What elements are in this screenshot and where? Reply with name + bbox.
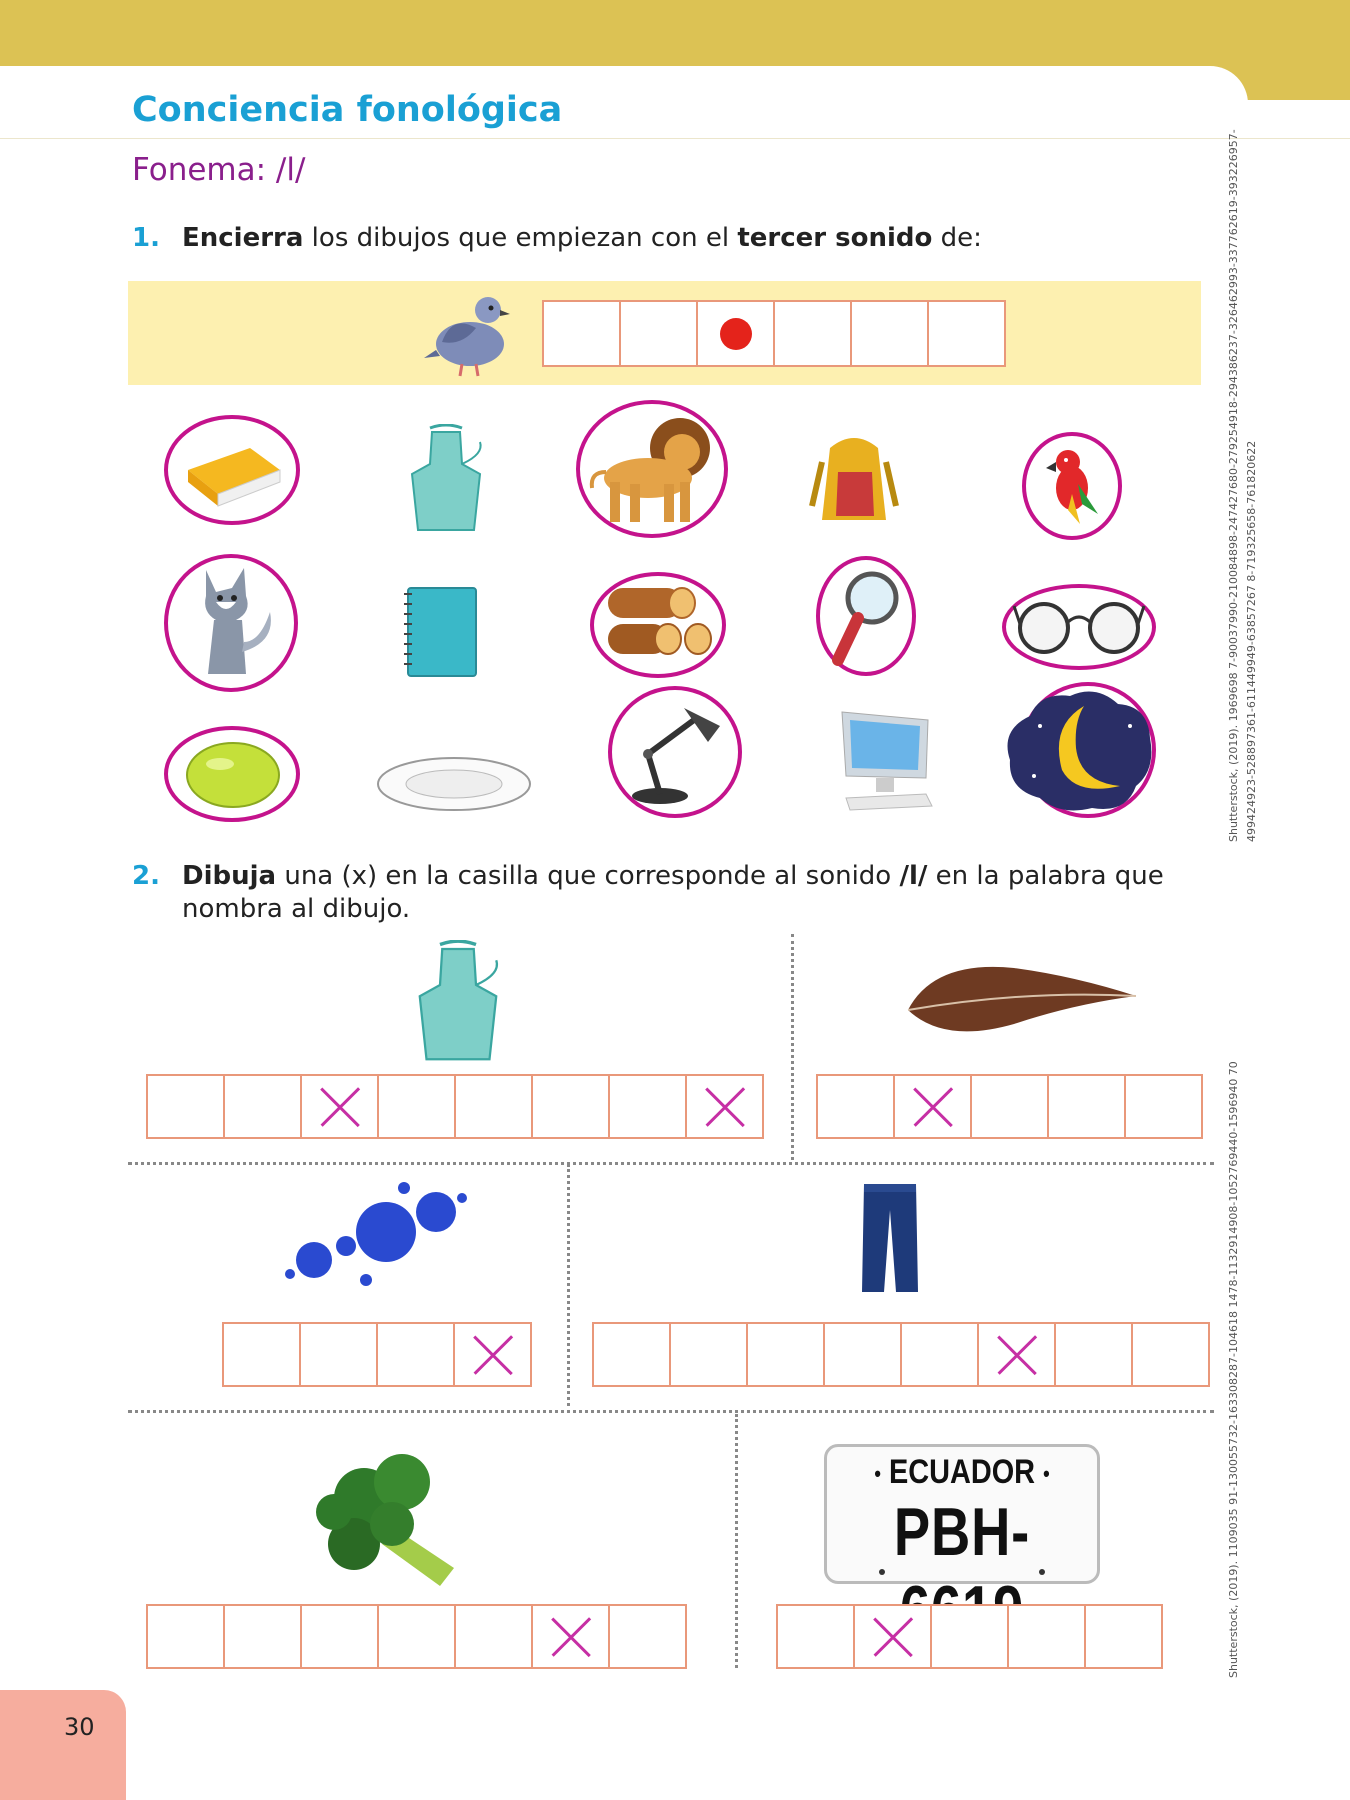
letter-box[interactable] [531, 1074, 610, 1139]
letter-box[interactable] [930, 1604, 1009, 1669]
apron-icon[interactable] [404, 424, 488, 536]
letter-box[interactable] [746, 1322, 825, 1387]
question-1-number: 1. [132, 223, 160, 253]
letter-box[interactable] [823, 1322, 902, 1387]
q2-text-2: en la palabra que [927, 861, 1164, 891]
letter-box[interactable] [376, 1322, 455, 1387]
model-box [850, 300, 929, 367]
word-boxes-ink [222, 1322, 532, 1387]
q2-text-1: una (x) en la casilla que corresponde al sonido [276, 861, 900, 891]
letter-box[interactable] [1047, 1074, 1126, 1139]
letter-box[interactable] [454, 1074, 533, 1139]
letter-box[interactable] [776, 1604, 855, 1669]
letter-box[interactable] [377, 1074, 456, 1139]
letter-box-marked[interactable] [977, 1322, 1056, 1387]
letter-box[interactable] [300, 1604, 379, 1669]
letter-box[interactable] [454, 1604, 533, 1669]
divider [128, 1410, 1214, 1413]
plate-bolt [879, 1569, 885, 1575]
model-box [927, 300, 1006, 367]
ink-splash-icon [276, 1176, 482, 1294]
letter-box-marked[interactable] [853, 1604, 932, 1669]
model-box [542, 300, 621, 367]
plate-country-text: ECUADOR [888, 1453, 1036, 1491]
question-1 [132, 222, 982, 255]
phoneme-subtitle: Fonema: /l/ [132, 152, 306, 188]
q1-text-1: los dibujos que empiezan con el [303, 223, 738, 253]
letter-box-marked[interactable] [531, 1604, 610, 1669]
book-icon[interactable] [180, 430, 285, 512]
image-credit-top: Shutterstock, (2019). 1969698 7-90037990-210084898-247427680-279254918-294386237-326462993-337762619-393226957- [1227, 129, 1240, 842]
license-plate-icon [824, 1444, 1100, 1584]
q2-bold-2: /l/ [899, 861, 928, 891]
divider [791, 934, 794, 1160]
word-boxes-apron [146, 1074, 764, 1139]
letter-box[interactable] [223, 1074, 302, 1139]
model-box [773, 300, 852, 367]
letter-box-marked[interactable] [685, 1074, 764, 1139]
letter-box-marked[interactable] [300, 1074, 379, 1139]
q1-bold-2: tercer sonido [737, 223, 933, 253]
wolf-icon[interactable] [186, 562, 278, 680]
image-credit-top-2: 499424923-528897361-611449949-63857267 8-719325658-761820622 [1245, 440, 1258, 842]
letter-box[interactable] [970, 1074, 1049, 1139]
image-credit-bottom: Shutterstock, (2019). 1109035 91-130055732-163308287-104618 1478-1132914908-1052769440-1596940 70 [1227, 1061, 1240, 1678]
feather-icon [904, 940, 1140, 1050]
red-dot [720, 318, 752, 350]
jeans-icon [858, 1180, 922, 1294]
lion-icon[interactable] [584, 412, 722, 530]
plate-number: PBH- [893, 1494, 1031, 1570]
notebook-icon[interactable] [400, 584, 482, 680]
computer-icon[interactable] [836, 706, 940, 816]
q1-text-2: de: [932, 223, 982, 253]
letter-box[interactable] [1124, 1074, 1203, 1139]
word-boxes-jeans [592, 1322, 1210, 1387]
page-number-tab [0, 1690, 126, 1800]
divider [735, 1414, 738, 1668]
letter-box[interactable] [299, 1322, 378, 1387]
q1-bold-1: Encierra [182, 223, 304, 253]
letter-box[interactable] [146, 1604, 225, 1669]
letter-box[interactable] [608, 1604, 687, 1669]
backpack-icon[interactable] [808, 432, 900, 526]
plate-icon[interactable] [374, 752, 534, 816]
letter-box-marked[interactable] [453, 1322, 532, 1387]
letter-box[interactable] [222, 1322, 301, 1387]
letter-box[interactable] [1131, 1322, 1210, 1387]
divider [128, 1162, 1214, 1165]
q2-bold-1: Dibuja [182, 861, 277, 891]
magnifying-glass-icon[interactable] [828, 566, 904, 668]
page-number: 30 [64, 1713, 95, 1741]
word-boxes-feather [816, 1074, 1203, 1139]
letter-box[interactable] [223, 1604, 302, 1669]
header-divider [0, 138, 1350, 139]
letter-box[interactable] [669, 1322, 748, 1387]
letter-box[interactable] [1084, 1604, 1163, 1669]
letter-box-marked[interactable] [893, 1074, 972, 1139]
letter-box[interactable] [608, 1074, 687, 1139]
plate-country: • ECUADOR • [874, 1453, 1050, 1491]
question-2-number: 2. [132, 861, 160, 891]
model-box [619, 300, 698, 367]
letter-box[interactable] [900, 1322, 979, 1387]
model-box-marked [696, 300, 775, 367]
word-boxes-broccoli [146, 1604, 687, 1669]
page-title: Conciencia fonológica [132, 90, 563, 130]
model-boxes [542, 300, 1006, 367]
q2-line-2: nombra al dibujo. [182, 894, 411, 924]
moon-icon[interactable] [1000, 686, 1156, 816]
glasses-icon[interactable] [1012, 594, 1146, 658]
letter-box[interactable] [377, 1604, 456, 1669]
desk-lamp-icon[interactable] [624, 698, 728, 806]
plate-bolt [1039, 1569, 1045, 1575]
letter-box[interactable] [1054, 1322, 1133, 1387]
parrot-icon[interactable] [1042, 444, 1106, 528]
lemon-icon[interactable] [180, 736, 286, 814]
letter-box[interactable] [146, 1074, 225, 1139]
letter-box[interactable] [592, 1322, 671, 1387]
question-2 [132, 860, 1164, 926]
letter-box[interactable] [1007, 1604, 1086, 1669]
word-boxes-plate [776, 1604, 1163, 1669]
pigeon-icon [422, 284, 518, 380]
broccoli-icon [314, 1448, 474, 1590]
letter-box[interactable] [816, 1074, 895, 1139]
divider [567, 1164, 570, 1406]
apron-icon [410, 940, 506, 1066]
logs-icon[interactable] [604, 582, 714, 666]
